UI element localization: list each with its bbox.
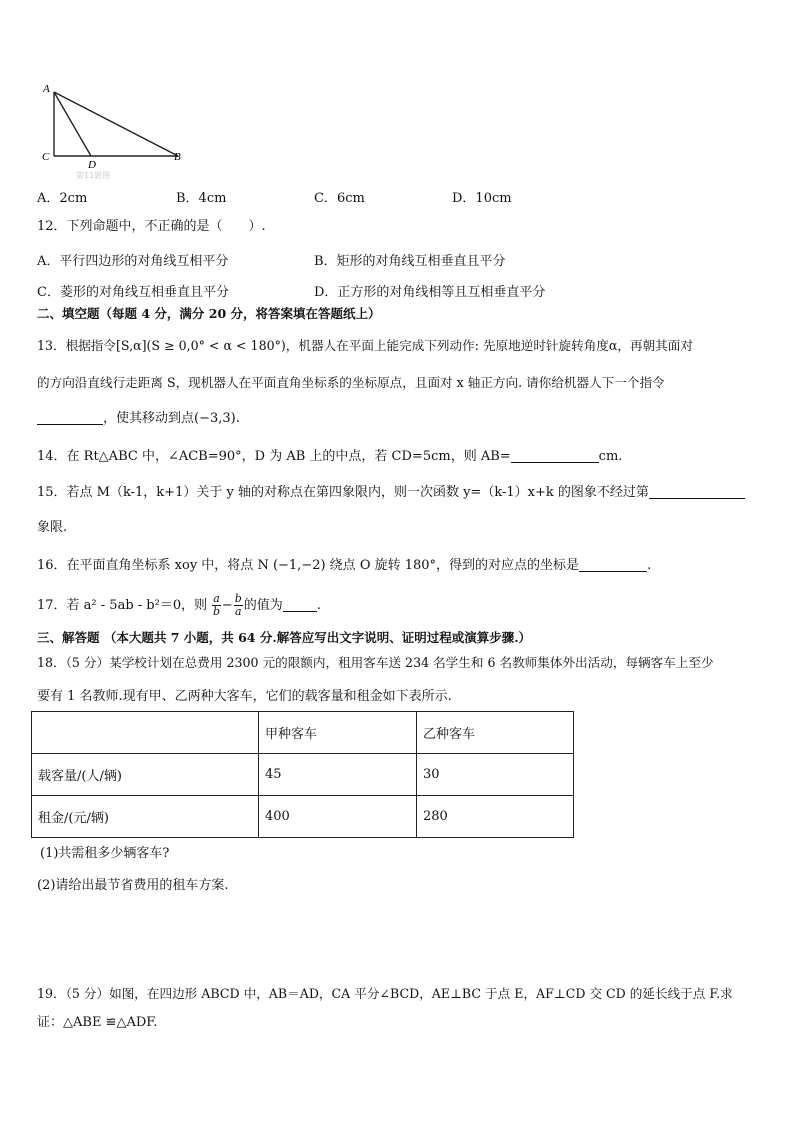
label-d: D (88, 159, 96, 171)
q16-end: . (647, 558, 652, 573)
q13-line3 (37, 410, 240, 428)
q15-line1-wrap (37, 484, 745, 502)
q16-text: 16．在平面直角坐标系 xoy 中，将点 N (−1,−2) 绕点 O 旋转 180°，得到的对应点的坐标是 (37, 558, 580, 573)
q17-end: . (316, 598, 321, 613)
table-row (32, 754, 574, 796)
q15-line2: 象限. (37, 520, 68, 535)
fraction-a-over-b (212, 593, 221, 618)
q17-pre: 17．若 a² - 5ab - b²＝0，则 (37, 598, 208, 613)
q12-stem: 12．下列命题中，不正确的是（ ）. (37, 219, 266, 234)
table-cell: 280 (417, 796, 574, 838)
table-header-cell (32, 712, 259, 754)
q15-line1: 15．若点 M（k-1，k+1）关于 y 轴的对称点在第四象限内，则一次函数 y=（k-1）x+k 的图象不经过第 (37, 485, 649, 500)
table-header-row (32, 712, 574, 754)
q13-line1: 13．根据指令[S,α](S ≥ 0,0° < α < 180°)，机器人在平面上能完成下列动作: 先原地逆时针旋转角度α，再朝其面对 (37, 338, 693, 353)
q18-sub1: (1)共需租多少辆客车? (40, 846, 170, 861)
table-cell: 45 (259, 754, 417, 796)
bus-rental-table (31, 711, 574, 838)
q14-text: 14．在 Rt△ABC 中，∠ACB=90°，D 为 AB 上的中点，若 CD=5cm，则 AB= (37, 449, 511, 464)
q12-option-b: B．矩形的对角线互相垂直且平分 (314, 254, 506, 269)
q12-option-a: A．平行四边形的对角线互相平分 (37, 254, 229, 269)
label-c: C (42, 151, 50, 163)
fraction2-numerator: b (234, 592, 242, 605)
q16-answer-blank[interactable] (579, 557, 647, 572)
q11-option-b: B．4cm (176, 191, 227, 206)
q11-option-c: C．6cm (314, 191, 365, 206)
fraction1-denominator: b (213, 605, 221, 618)
triangle-figure (36, 80, 196, 180)
q14 (37, 448, 622, 466)
fraction2-denominator: a (234, 605, 242, 618)
q12-option-c: C．菱形的对角线互相垂直且平分 (37, 285, 229, 300)
table-cell: 租金/(元/辆) (32, 796, 259, 838)
table-cell: 400 (259, 796, 417, 838)
faint-caption: 第11题图 (76, 171, 111, 180)
q14-unit: cm. (598, 449, 623, 464)
q12-option-d: D．正方形的对角线相等且互相垂直平分 (314, 285, 546, 300)
q17-answer-blank[interactable] (283, 597, 317, 612)
section2-heading: 二、填空题（每题 4 分，满分 20 分，将答案填在答题纸上） (37, 306, 381, 321)
q16 (37, 557, 651, 575)
q15-answer-blank[interactable] (649, 484, 745, 499)
q14-answer-blank[interactable] (511, 448, 599, 463)
table-header-cell: 甲种客车 (259, 712, 417, 754)
table-cell: 载客量/(人/辆) (32, 754, 259, 796)
section3-heading: 三、解答题 （本大题共 7 小题，共 64 分.解答应写出文字说明、证明过程或演算步骤.） (37, 630, 532, 645)
q18-sub2: (2)请给出最节省费用的租车方案. (37, 878, 229, 893)
fraction1-numerator: a (213, 592, 220, 605)
q18-line1: 18．（5 分）某学校计划在总费用 2300 元的限额内，租用客车送 234 名学生和 6 名教师集体外出活动，每辆客车上至少 (37, 655, 714, 670)
q17-post: 的值为 (243, 598, 283, 613)
q19-line1: 19．（5 分）如图，在四边形 ABCD 中，AB＝AD，CA 平分∠BCD，AE⊥BC 于点 E，AF⊥CD 交 CD 的延长线于点 F.求 (37, 986, 733, 1001)
q18-line2: 要有 1 名教师.现有甲、乙两种大客车，它们的载客量和租金如下表所示. (37, 689, 452, 704)
table-cell: 30 (417, 754, 574, 796)
label-b: B (174, 151, 181, 163)
table-row (32, 796, 574, 838)
q13-line3-text: ，使其移动到点(−3,3). (103, 411, 240, 426)
fraction-b-over-a (234, 593, 243, 618)
q11-option-d: D．10cm (452, 191, 512, 206)
q11-option-a: A．2cm (37, 191, 88, 206)
q13-line2: 的方向沿直线行走距离 S，现机器人在平面直角坐标系的坐标原点，且面对 x 轴正方向. 请你给机器人下一个指令 (37, 375, 665, 390)
q13-answer-blank[interactable] (37, 410, 103, 425)
label-a: A (43, 83, 50, 95)
q17-minus: − (221, 598, 233, 613)
table-header-cell: 乙种客车 (417, 712, 574, 754)
q17 (37, 593, 321, 619)
q19-line2: 证：△ABE ≌△ADF. (37, 1015, 158, 1030)
